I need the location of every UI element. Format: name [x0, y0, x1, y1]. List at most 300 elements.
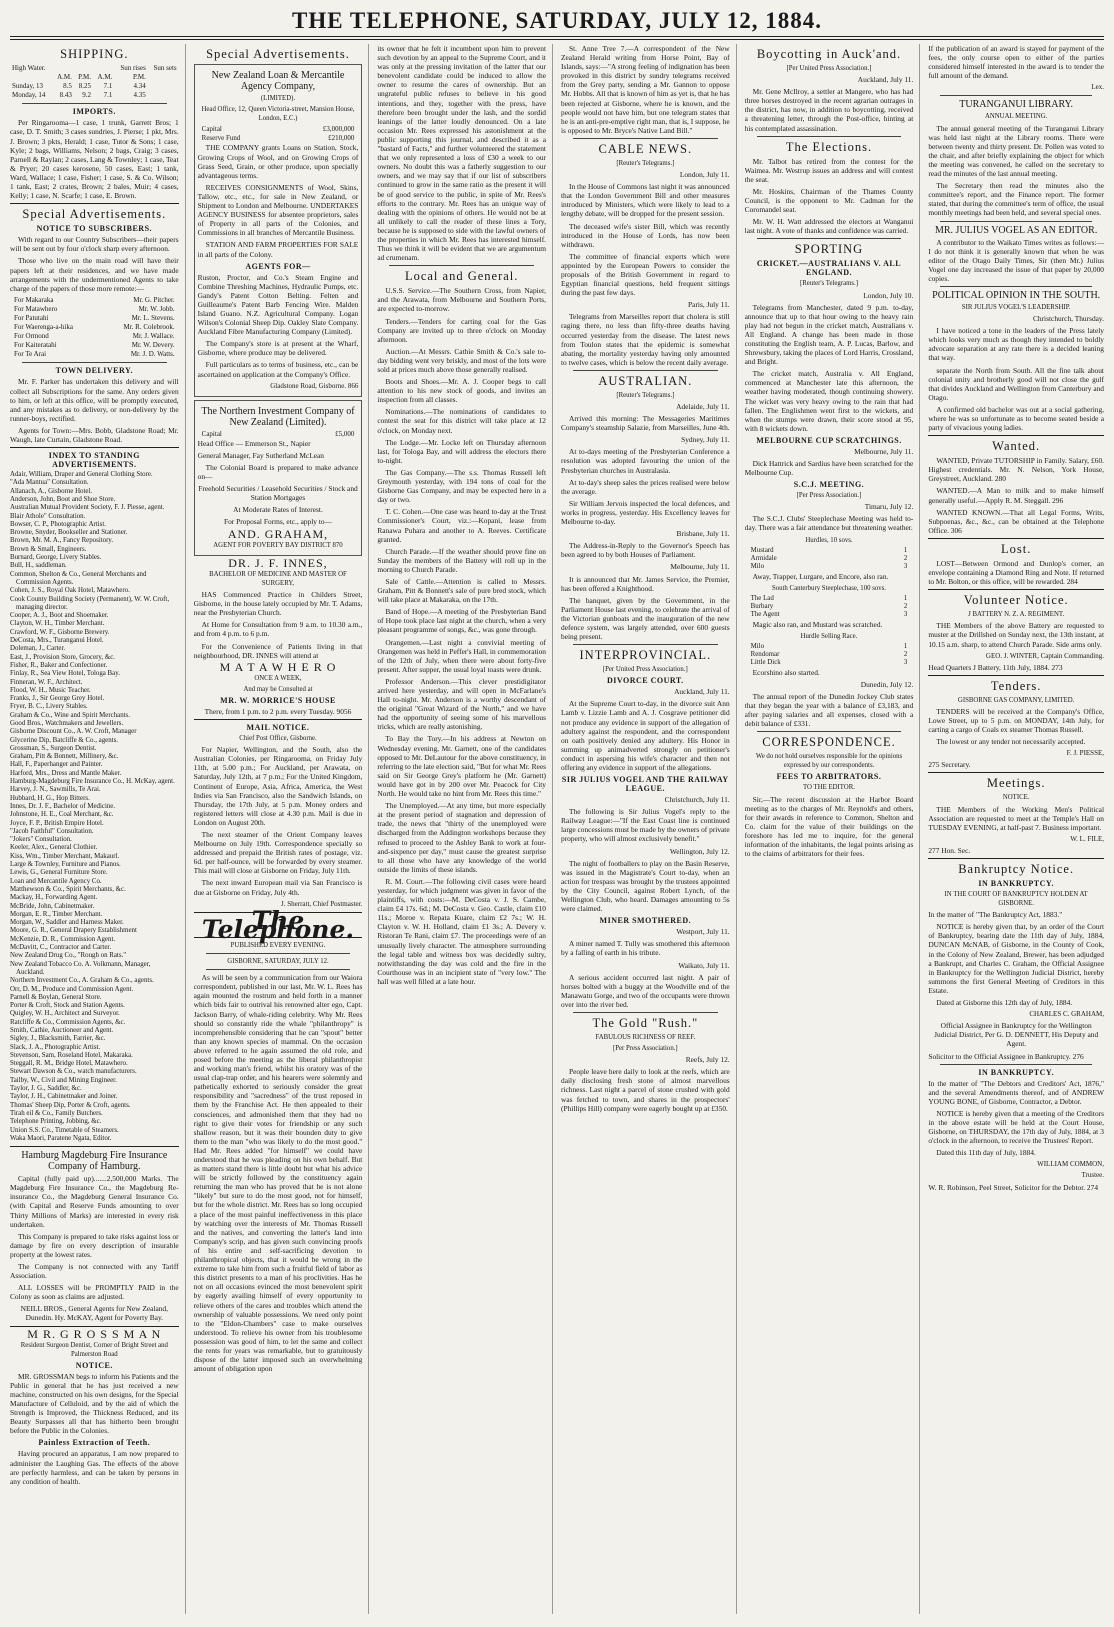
divider [573, 138, 718, 139]
column-3 [377, 44, 553, 1614]
hamburg-heading: Hamburg Magdeburg Fire Insurance Company of Hamburg. [21, 1150, 168, 1173]
northern-rates: At Moderate Rates of Interest. [233, 505, 323, 515]
paragraph: Mr. W. H. Watt addressed the electors at Wanganui last night. A vote of thanks and confidence was carried. [744, 217, 914, 236]
bankruptcy-1-heading: IN BANKRUPTCY. [978, 879, 1054, 888]
editorial-text: As will be seen by a communication from our Waiora correspondent, published in our last, Mr. W. L. Rees has again mounted the rostrum and held forth in a manner which bids fair to outrival his renowned alter ego, Capt. Jackson Barry, of whale-riding celebrity. Why Mr. Rees should so constantly ride the whale "philanthropy" is incomprehensible considering that he can "spout" better than any known species of mammal. On the occasion above referred to he again assumed the old role, and posed before the meeting as the liberal philanthropist and working man's friend, whilst his oratory was of the usual clap-trap order, and his hearers were solemnly and pathetically exhorted to seriously consider the great responsibility and "sacredness" of the trust reposed in them by the Franchise Act. He then appealed to their consciences, and admonished them that they had no right to give their votes for friendship or any such shallow reason, but it was their bounden duty to give them to the man "who was likely to do the most good." Had Mr. Rees added "for himself" we could have understood that he was pleading on his own behalf. But as matters stand there is little doubt but what his advice will be strictly followed by the constituency again returning the man who has proved that he is not alone "likely" but sure to do the most good, not for himself, but for the whole district. Mr. Rees has so long occupied a place of the most painful ineffectiveness in this place by watching over the interests of Mr. Thomas Russell and the natives, and converting the latter's land into Company's scrip, and has given such convincing proofs of his entire and self-sacrificing devotion to philanthropical objects, that it would be wrong in the extreme to take him from such a fruitful field of labor as this district presents to a man of his proclivities. Has he not on all occasions evinced the most benevolent spirit by eagerly availing himself of every opportunity to relieve others of the cares and troubles which attend the ownership of valuable possessions. We need only point to the "Eldon-Chambers" case to make ourselves understood. To relieve his owner from his troublesome possession was good of him, to let the same and collect the rents for years was remarkable, but to gratuitously dispose of the latter imposed such an overwhelming amount of obligation upon [193, 973, 363, 1374]
index-item: Union S.S. Co., Timetable of Steamers. [10, 1126, 119, 1134]
library-heading: TURANGANUI LIBRARY. [959, 99, 1074, 111]
column-5 [745, 44, 921, 1614]
masthead-rule [10, 36, 1104, 40]
index-item: Keeler, Alex., General Clothier. [10, 844, 98, 852]
grossman-text: MR. GROSSMAN begs to inform his Patients and the Public in general that he has just received a new machine, constructed on his own designs, for the Special Manufacture of Celluloid, and by the aid of which the Strength is Improved, the Thickness Reduced, and its Beauty Surpasses all that has hitherto been brought before the Public in the Colonies. [10, 1371, 179, 1436]
divider [757, 731, 902, 732]
innes-sub: BACHELOR OF MEDICINE AND MASTER OF SURGERY, [209, 570, 347, 587]
cricket-heading: CRICKET.—AUSTRALIANS V. ALL ENGLAND. [756, 259, 902, 278]
special-ads-heading: Special Advertisements. [22, 207, 167, 222]
aus-brisbane: The Address-in-Reply to the Governor's Speech has been agreed to by both Houses of Parliament. [561, 541, 730, 560]
result-row: Little Dick 3 [750, 659, 908, 667]
index-item: Slack, J. A., Photographic Artist. [10, 1043, 101, 1051]
imports-heading: IMPORTS. [72, 107, 116, 117]
innes-heading: DR. J. F. INNES, [228, 555, 328, 570]
grossman-painless: Painless Extraction of Teeth. [38, 1438, 151, 1448]
index-list [10, 471, 179, 1143]
scj-heading: S.C.J. MEETING. [793, 480, 865, 490]
index-item: Clayton, W. H., Timber Merchant. [10, 620, 105, 628]
wellington-dateline: Wellington, July 12. [669, 846, 730, 856]
telephone-published: PUBLISHED EVERY EVENING. [230, 941, 326, 949]
index-item: Innes, Dr. J. F., Bachelor of Medicine. [10, 802, 116, 810]
cricket-text: Telegrams from Manchester, dated 9 p.m. to-day, announce that up to that hour owing to the heavy rain play had not begun in the cricket match, Australians v. All England. A change has been made in those constituting the English team, A. P. Lucas, Barlow, and Shrewsbury, taking the places of Lord Harris, Crossland, and Bright. [744, 302, 914, 367]
tide-header-sunset: Sun sets [153, 64, 177, 72]
index-item: Cohen, J. S., Royal Oak Hotel, Matawhero. [10, 587, 130, 595]
agent-list [10, 296, 179, 360]
index-item: Porter & Croft, Stock and Station Agents. [10, 1002, 125, 1010]
political-text: I have noticed a tone in the leaders of the Press lately which looks very much as though they intended to boldly advocate separation at any rate there is a decided leaning that way. [928, 326, 1104, 363]
tide-header-label: High Water. [12, 64, 46, 72]
scj-sub: [Per Press Association.] [796, 492, 862, 500]
agent-row: For Ormond Mr. J. Wallace. [14, 332, 175, 341]
index-item: DeCosta, Mrs., Turanganui Hotel. [10, 637, 104, 645]
local-news-item: U.S.S. Service.—The Southern Cross, from Napier, and the Arawata, from Melbourne and Southern Ports, are expected to-morrow. [377, 286, 546, 314]
bankruptcy-2-matter: In the matter of "The Debtors and Creditors' Act, 1876," and the several Amendments thereof, and of ANDREW YOUNG BONE, of Gisborne, Contractor, a Debtor. [928, 1078, 1104, 1106]
cricket-text: The cricket match, Australia v. All England, commenced at Manchester late this afternoon, the weather having moderated, though continuing showery. The wicket was very heavy owing to the rain that had fallen. The Englishmen went first to the wickets, and when the stumps were drawn, their score stood at 95, with 8 wickets down. [744, 369, 914, 433]
race-results [745, 595, 914, 620]
index-item: Grossman, S., Surgeon Dentist. [10, 744, 97, 752]
index-item: Bull, H., saddleman. [10, 562, 67, 570]
index-item: Waka Maori, Paratene Ngata, Editor. [10, 1134, 112, 1142]
bankruptcy-heading: Bankruptcy Notice. [958, 862, 1075, 876]
bankruptcy-2-date: Dated this 11th day of July, 1884. [936, 1148, 1036, 1158]
cricket-dateline: London, July 10. [863, 290, 914, 300]
index-item: Lewis, G., General Furniture Store. [10, 869, 108, 877]
bankruptcy-1-sub: IN THE COURT OF BANKRUPTCY HOLDEN AT GISBORNE. [944, 891, 1088, 908]
index-item: Thomas' Sheep Dip, Porter & Croft, agents. [10, 1101, 131, 1109]
innes-once: ONCE A WEEK, [254, 674, 302, 682]
grossman-notice: NOTICE. [75, 1360, 113, 1370]
tenders-sub: GISBORNE GAS COMPANY, LIMITED. [957, 696, 1075, 704]
miner-dateline: Westport, July 11. [676, 927, 730, 937]
northern-capital: Capital £5,000 [201, 429, 355, 438]
divider [10, 203, 179, 204]
bankruptcy-2-signature: WILLIAM COMMON, [1037, 1160, 1104, 1169]
tide-row [10, 91, 179, 100]
mail-heading: MAIL NOTICE. [246, 723, 310, 733]
index-item: Blair Athole" Consultation. [10, 512, 86, 520]
index-item: "Jacob Faithful" Consultation. [10, 827, 94, 835]
divorce-heading: DIVORCE COURT. [607, 676, 684, 686]
local-news-item: Nominations.—The nominations of candidates to contest the seat for this district will take place at 12 o'clock, on Monday next. [377, 407, 546, 435]
wanted-item: WANTED KNOWN.—That all Legal Forms, Writs, Subpoenas, &c., &c., can be obtained at the Telephone Office. 306 [928, 507, 1104, 535]
divider [757, 136, 902, 137]
tenders-text: The lowest or any tender not necessarily accepted. [936, 737, 1086, 747]
agent-row: For Matawhero Mr. W. Jobb. [14, 304, 175, 313]
divider [389, 265, 534, 266]
local-news-item: Auction.—At Messrs. Cathie Smith & Co.'s sale to-day bidding went very briskly, and most of the lots were sold at prices much above those generally realised. [377, 346, 546, 374]
divider [940, 1064, 1092, 1065]
nz-loan-heading: New Zealand Loan & Mercantile Agency Company, [211, 70, 345, 92]
gold-rush-heading: The Gold "Rush." [592, 1015, 699, 1030]
local-news-item: Boots and Shoes.—Mr. A. J. Cooper begs to call attention to his new stock of goods, and invites an inspection from all classes. [377, 377, 546, 405]
innes-text: For the Convenience of Patients living in that neighbourhood, DR. INNES will attend at [193, 641, 363, 660]
tenders-secretary: 275 Secretary. [928, 760, 971, 770]
index-item: Harvey, J. N., Sawmills, Te Arai. [10, 786, 101, 794]
local-news-item: Professor Anderson.—This clever prestidigitator arrived here yesterday, and will open in McFarlane's Hall to-night. Mr. Anderson is a worthy descendant of the original "Great Wizard of the North," and we have had the opportunity of seeing some of his marvellous tricks, which are really astonishing. [377, 676, 546, 732]
innes-house: MR. W. MORRICE'S HOUSE [220, 695, 336, 705]
tide-unit: P.M. [78, 73, 92, 82]
divider [194, 719, 363, 720]
index-item: Bowser, C. P., Photographic Artist. [10, 520, 107, 528]
northern-list: Freehold Securities / Leasehold Securities / Stock and Station Mortgages [198, 484, 358, 503]
index-item: New Zealand Drug Co., "Rough on Rats." [10, 952, 127, 960]
local-news-item: The Gas Company.—The s.s. Thomas Russell left Greymouth yesterday, with 194 tons of coal for the Gisborne Gas Company, and may be expected here in a day or two. [377, 467, 546, 505]
dunedin-text: The annual report of the Dunedin Jockey Club states that they began the year with a balance of £3,183, and after paying salaries and all expenses, closed with a debit balance of £331. [744, 691, 914, 729]
fees-text: Sir,—The recent discussion at the Harbor Board meeting as to the charges of Mr. Reynold's and others, for their awards in reference to Common, Shelton and Co. claim for the value of their buildings on the foreshore has led me to inquire, for the general information of the inhabitants, the legal points arising as to the claims of arbitrators for their fees. [744, 794, 914, 859]
paragraph: In the House of Commons last night it was announced that the London Government Bill and other measures introduced by Ministers, which were likely to lead to a lengthy debate, will be dropped for the present session. [561, 182, 730, 219]
scj-text: The S.C.J. Clubs' Steeplechase Meeting was held to-day. There was a fair attendance but threatening weather. [744, 514, 914, 533]
tide-unit: A.M. [57, 73, 72, 82]
tide-val: 4.35 [133, 91, 146, 100]
agent-row: For Waerenga-a-hika Mr. R. Colebrook. [14, 323, 175, 332]
divider [928, 772, 1104, 773]
divider [206, 969, 351, 970]
cable-dateline: Paris, July 11. [688, 300, 730, 310]
vogel-heading: SIR JULIUS VOGEL AND THE RAILWAY LEAGUE. [561, 775, 729, 794]
hamburg-agents: NEILL BROS., General Agents for New Zealand, Dunedin. Hy. McKAY, Agent for Poverty Bay. [20, 1304, 168, 1323]
agent-row: For Makaraka Mr. G. Pitcher. [14, 295, 175, 304]
innes-consult: And may be Consulted at [243, 685, 313, 693]
hamburg-text: ALL LOSSES will be PROMPTLY PAID in the Colony as soon as claims are adjusted. [10, 1283, 179, 1302]
divider [10, 1146, 179, 1147]
local-continued: St. Anne Tree 7.—A correspondent of the New Zealand Herald writing from Horse Point, Bay of Islands, says:—"A strong feeling of indignation has been provoked in this district by sundry telegrams received from the Grey party, sending a Mr. Gannon to oppose Mr. Hobbs. All that is known of him as yet is, that he has been rejected at Gisborne, where he is known, and the people would not have him, but one telegram states that he is an anti-pre-emptive right man, that is, I suppose, he is opposed to Mr. Bryce's Native Land Bill." [561, 44, 730, 135]
bankruptcy-1-matter: In the matter of "The Bankruptcy Act, 1883." [928, 910, 1063, 920]
index-item: Steggall, R. M., Bridge Hotel, Matawhero. [10, 1060, 128, 1068]
volunteer-hq: Head Quarters J Battery, 11th July, 1884. 273 [928, 662, 1063, 672]
correspondence-heading: CORRESPONDENCE. [762, 735, 896, 750]
mail-text: The next inward European mail via San Francisco is due at Gisborne on Friday, July 4th. [193, 878, 363, 897]
town-delivery-text: Mr. F. Parker has undertaken this delivery and will collect all Subscriptions for the same. Any orders given to him, or left at this office, will be promptly executed, and any mistakes as to delivery, or non-delivery by the runner-boys, rectified. [10, 377, 179, 423]
index-item: "Ada Mantua" Consultation. [10, 479, 89, 487]
divider [10, 447, 179, 448]
divider [573, 644, 718, 645]
index-item: Browne, Snyder, Bookseller and Stationer. [10, 529, 128, 537]
innes-text: HAS Commenced Practice in Childers Street, Gisborne, in the house lately occupied by Mr. T. Adams, near the Presbyterian Church. [193, 590, 363, 618]
special-ads-heading: Special Advertisements. [206, 47, 350, 61]
index-item: Morgan, E. R., Timber Merchant. [10, 910, 103, 918]
index-item: Doleman, J., Carter. [10, 645, 66, 653]
northern-office: Head Office — Emmerson St., Napier [197, 438, 311, 448]
elections-heading: The Elections. [785, 139, 873, 154]
race-results [745, 547, 914, 572]
political-heading: POLITICAL OPINION IN THE SOUTH. [932, 289, 1101, 301]
index-item: Adair, William, Draper and General Clothing Store. [10, 471, 153, 479]
paragraph: Mr. Hoskins, Chairman of the Thames County Council, is the opponent to Mr. Cadman for the Coromandel seat. [744, 186, 914, 215]
tide-val: 8.25 [78, 82, 92, 91]
index-item: Orr, D. M., Produce and Commission Agent. [10, 985, 134, 993]
divider [206, 953, 351, 954]
meetings-text: THE Members of the Working Men's Political Association are requested to meet at the Temple's Hall on TUESDAY EVENING, at half-past 7. Business important. [928, 804, 1104, 832]
column-1 [10, 44, 186, 1614]
column-4 [561, 44, 737, 1614]
tide-val: 9.2 [82, 91, 92, 100]
political-dateline: Christchurch, Thursday. [1032, 314, 1104, 324]
index-item: Finneran, W. F., Architect. [10, 678, 83, 686]
index-item: Crawford, W. F., Gisborne Brewery. [10, 628, 110, 636]
notice-subscribers-heading: NOTICE TO SUBSCRIBERS. [36, 224, 153, 234]
political-text: separate the North from South. All the fine talk about colonial unity and brotherly good will not close the gulf that divides Auckland and Wellington from Canterbury and Otago. [928, 365, 1104, 402]
result-row: Milo 1 [750, 642, 908, 650]
steeple-note: Magic also ran, and Mustard was scratched. [752, 619, 883, 629]
local-news-item: Tenders.—Tenders for carting coal for the Gas Company are invited up to three o'clock on Monday afternoon. [377, 316, 546, 344]
index-item: Loan and Mercantile Agency Co. [10, 877, 102, 885]
steeple-heading: South Canterbury Steeplechase, 100 sovs. [771, 584, 886, 592]
nz-loan-text: RECEIVES CONSIGNMENTS of Wool, Skins, Tallow, etc., etc., for sale in New Zealand, or Shipment to London and Melbourne. UNDERTAKES AGENCY BUSINESS for absentee proprietors, sales of Property in all parts of the Colonies, and Commissions in all branches of Mercantile Business. [197, 182, 359, 238]
innes-time: There, from 1 p.m. to 2 p.m. every Tuesday. 9056 [204, 706, 352, 716]
library-sub: ANNUAL MEETING. [984, 113, 1048, 121]
index-item: Hall, F., Paperhanger and Painter. [10, 761, 103, 769]
paragraph: The banquet, given by the Government, in the Parliament House last evening, to celebrate the arrival of the Victorian gunboats and the inauguration of the new defence system, was largely attended, over 600 guests being present. [561, 595, 730, 642]
hurdle-selling-heading: Hurdle Selling Race. [800, 632, 858, 640]
fees-heading: FEES TO ARBITRATORS. [776, 772, 882, 782]
result-row: Milo 3 [750, 563, 908, 571]
elections-text [745, 157, 914, 236]
notice-subscribers-text: With regard to our Country Subscribers—their papers will be sent out by four o'clock sharp every afternoon. [10, 235, 179, 254]
arbitrators-continued: If the publication of an award is stayed for payment of the fees, the only course open to either of the parties considered himself interested in the award is to tender the full amount of the demand. [928, 44, 1104, 81]
local-news-item: Band of Hope.—A meeting of the Presbyterian Band of Hope took place last night at the church, when a very pleasant programme of songs, &c., was gone through. [377, 607, 546, 635]
gold-press: [Per Press Association.] [612, 1045, 678, 1053]
index-item: Graham & Co., Wine and Spirit Merchants. [10, 711, 130, 719]
northern-forms: For Proposal Forms, etc., apply to— [224, 517, 332, 527]
wellington-text: The night of footballers to play on the Basin Reserve, was issued in the Magistrate's Court to-day, when an action for trespass was brought by the trustees appointed by the City Council, against Robert Lynch, of the Wellington Club, who heard. Damages amounting to 5s were claimed. [561, 858, 730, 914]
vogel-editor-text: A contributor to the Waikato Times writes as follows:—I do not think it is generally known that when he was editor of the Otago Daily Times, Sir (then Mr.) Julius Vogel one day increased the issue of that paper by 20,000 copies. [928, 237, 1104, 283]
local-news-item: The Unemployed.—At any time, but more especially at the present period of stagnation and depression of trade, the news that "thirty of the unemployed were discharged from the Addington workshops because they refused to proceed to the Ashley Bank to work at four-and-sixpence per day," must cause the greatest surprise to all those who have any knowledge of the world outside the limits of these islands. [377, 801, 546, 874]
northern-text: The Colonial Board is prepared to make advance on— [197, 463, 359, 482]
bankruptcy-2-text: NOTICE is hereby given that a meeting of the Creditors in the above estate will be held at the Court House, Gisborne, on THURSDAY, the 17th day of July, 1884, at 3 o'clock in the afternoon, to receive the Trustees' Report. [928, 1108, 1104, 1146]
tide-header-sunrise: Sun rises [120, 64, 146, 72]
capital-row: Capital £3,000,000 [201, 125, 355, 134]
result-row: Rendomar 2 [750, 651, 908, 659]
imports-text: Per Ringarooma—1 case, 1 trunk, Garrett Bros; 1 case, D. T. Smith; 3 cases sundries, J. Pierse; 1 pkt, Mrs. J. Brown; 3 pkts, Herald; 1 case, Tutor & Sons; 1 case, Kyle; 2 bags, Williams, Nelson; 2 bags, Craig; 3 cases, Parnell & Raylan; 2 cases, Lang & Townley; 1 case, Teat & Pryer; 20 cases kerosene, 50 cases, East; 1 tank, Ward, Wallace; 1 case, Fisher; 1 case, S. & Co. Wilson; 1 tank, East; 2 crates, Brown; 2 bales, Muir; 4 cases, Kelly; 1 case, N. Scarfe; 1 case, E. Brown. [10, 118, 179, 201]
northern-manager: General Manager, Fay Sutherland McLean [197, 450, 324, 460]
mail-text: The next steamer of the Orient Company leaves Melbourne on July 19th. Correspondence specially so addressed and prepaid the British rates of postage, viz. 6d. per half-ounce, will be forwarded by every steamer. This mail will close at Gisborne on Friday, July 11th. [193, 830, 363, 876]
race-results [745, 643, 914, 668]
lex-signature: Lex. [1091, 83, 1104, 92]
tide-val: 8.43 [59, 91, 72, 100]
index-item: Mackay, H., Forwarding Agent. [10, 894, 98, 902]
dunedin-dateline: Dunedin, July 12. [860, 679, 914, 689]
miner-heading: MINER SMOTHERED. [599, 916, 692, 926]
tide-unit: A.M. [97, 73, 113, 82]
innes-hours: At Home for Consultation from 9 a.m. to 10.30 a.m., and from 4 p.m. to 6 p.m. [193, 620, 363, 639]
index-item: Hubbard, H. G., Hop Bitters. [10, 794, 90, 802]
index-item: Telephone Printing, Jobbing, &c. [10, 1118, 102, 1126]
town-delivery-heading: TOWN DELIVERY. [55, 366, 134, 376]
result-row: The Agent 3 [750, 611, 908, 619]
local-general-heading: Local and General. [404, 269, 519, 284]
nz-loan-ad [194, 64, 363, 397]
nz-loan-text: THE COMPANY grants Loans on Station, Stock, Growing Crops of Wool, and on Growing Crops of Grass Seed, Grain, or other produce, upon specially advantageous terms. [197, 143, 359, 180]
cable-dateline: London, July 11. [679, 170, 730, 180]
index-item: Parnell & Boylan, General Store. [10, 993, 102, 1001]
index-item: Taylor, J. G., Saddler, &c. [10, 1085, 82, 1093]
mail-office: Chief Post Office, Gisborne. [239, 735, 317, 743]
index-item: Tailby, W., Civil and Mining Engineer. [10, 1076, 117, 1084]
divorce-text: At the Supreme Court to-day, in the divorce suit Ann Lamb v. Lizzie Lamb and A. J. Cosgrave petitioner did not produce any evidence in support of the allegation of adultery against the respondent, and the correspondent on oath positively denied any adultery. His Honor in summing up animadverted strongly on petitioner's conduct in aspersing his wife's character and then not offering any evidence in support of the allegations. [561, 699, 730, 772]
scj-dateline: Timaru, July 12. [864, 502, 914, 512]
index-item: Brown, Mr. M. A., Fancy Repository. [10, 537, 114, 545]
volunteer-sub: J BATTERY N. Z. A. REGIMENT. [968, 611, 1065, 619]
index-item: Stewart Dawson & Co., watch manufacturers. [10, 1068, 137, 1076]
melbourne-cup-dateline: Melbourne, July 11. [854, 446, 914, 456]
nz-loan-text: STATION AND FARM PROPERTIES FOR SALE in all parts of the Colony. [197, 240, 359, 259]
miner-text: A miner named T. Tully was smothered this afternoon by a falling of earth in his tribute. [561, 939, 730, 958]
index-item: Moore, G. R., General Drapery Establishment [10, 927, 137, 935]
innes-place: M A T A W H E R O [219, 659, 337, 674]
bankruptcy-1-text: NOTICE is hereby given that, by an order of the Court of Bankruptcy, bearing date the 11th day of July, 1884, DUNCAN McNAB, of Gisborne, in the County of Cook, in the Colony of New Zealand, Brewer, has been adjudged a Bankrupt, and Charles C. Graham, the Official Assignee in Bankruptcy for the Wellington Judicial District, hereby summons the first General Meeting of Creditors in this Estate. [928, 922, 1104, 995]
town-agents: Agents for Town:—Mrs. Bobb, Gladstone Road; Mr. Waugh, late Curtain, Gladstone Road. [10, 425, 179, 444]
hurdles-note: Away, Trapper, Lurgare, and Encore, also ran. [752, 571, 889, 581]
divorce-dateline: Auckland, July 11. [674, 687, 730, 697]
tide-val: 7.1 [103, 82, 113, 91]
agent-row: For Kaiteratahi Mr. W. Devery. [14, 341, 175, 350]
divider [928, 675, 1104, 676]
tenders-heading: Tenders. [990, 678, 1042, 693]
grossman-text: Having procured an apparatus, I am now prepared to administer the Laughing Gas. The effects of the above are perfectly harmless, and can be taken by persons in any condition of health. [10, 1449, 179, 1486]
divider [940, 221, 1092, 222]
aus-sydney [561, 447, 730, 526]
index-item: Glycerine Dip, Batcliffe & Co., agents. [10, 736, 118, 744]
divider [573, 370, 718, 371]
grossman-heading: M R. G R O S S M A N [27, 1326, 162, 1341]
index-item: Franks, J., Sir George Grey Hotel. [10, 695, 105, 703]
meetings-signature: W. L. FILE, [1070, 834, 1104, 843]
paragraph: Sir William Jervois inspected the local defences, and works in progress, yesterday. His Excellency leaves for Melbourne to-day. [561, 498, 730, 527]
index-heading: INDEX TO STANDING ADVERTISEMENTS. [48, 451, 140, 470]
index-item: Stevenson, Sam, Roseland Hotel, Makaraka. [10, 1051, 133, 1059]
northern-agent-sub: AGENT FOR POVERTY BAY DISTRICT 870 [213, 541, 343, 549]
bankruptcy-1-date: Dated at Gisborne this 12th day of July, 1884. [936, 998, 1073, 1008]
mail-text: For Napier, Wellington, and the South, also the Australian Colonies, per Ringarooma, on Friday July 11th, at 5.00 p.m.; For Auckland, per Arawata, on Saturday, July 12th, at 7 p.m.; For the United Kingdom, Continent of Europe, Asia, Africa, America, the West Indies via San Francisco, also the Sandwich Islands, on Thursday, the 17th July, at 5 p.m. Money orders and registered letters will close at 4.30 p.m. Mail is due in London on August 20th. [193, 745, 363, 827]
result-row: The Lad 1 [750, 594, 908, 602]
correspondence-note: We do not hold ourselves responsible for the opinions expressed by our correspondents. [755, 753, 903, 770]
reserve-row: Reserve Fund £210,000 [201, 134, 355, 143]
index-item: McDavitt, C., Contractor and Carter. [10, 944, 112, 952]
index-item: "Jokers" Consultation. [10, 836, 72, 844]
bankruptcy-2-heading: IN BANKRUPTCY. [978, 1067, 1054, 1077]
boycott-dateline: Auckland, July 11. [857, 75, 914, 85]
index-item: Tirah eil & Co., Family Butchers. [10, 1109, 103, 1117]
tide-row [10, 82, 179, 91]
cricket-sub: [Reuter's Telegrams.] [799, 280, 858, 288]
boycott-sub: [Per United Press Association.] [786, 65, 872, 72]
index-item: Brown & Small, Engineers. [10, 545, 87, 553]
index-item: Cooper, A. J., Boot and Shoemaker. [10, 612, 109, 620]
paragraph: The committee of financial experts which were appointed by the European Powers to consider the proposals of the British Government in regard to Egyptian financial questions, held frequent sittings during the past few days. [561, 251, 730, 298]
tide-val: 7.1 [103, 91, 113, 100]
index-item: Ratcliffe & Co., Commission Agents, &c. [10, 1018, 126, 1026]
cable-sub: [Reuter's Telegrams.] [616, 159, 675, 167]
vogel-text: The following is Sir Julius Vogel's reply to the Railway League:—"If the East Coast line is continued large concessions must be made by the owners of private property, who will almost exclusively benefit." [561, 807, 730, 844]
index-item: Graham, Pitt & Bonnett, Millinery, &c. [10, 753, 119, 761]
library-text: The Secretary then read the minutes also the committee's report, and the Finance report. The former stated, that during the committee's term of office, the usual monthly meetings had been held, and several special ones. [928, 181, 1104, 218]
lost-heading: Lost. [1000, 541, 1032, 556]
index-item: Morgan, W., Saddler and Harness Maker. [10, 919, 124, 927]
hamburg-text: Capital (fully paid up).......2,500,000 Marks. The Magdeburg Fire Insurance Co., the Magdeburg Re-insurance Co., the Magdeburg General Insurance Co. (with Capital and Reserve Funds amounting to over Thirty Millions of Marks) are interested in every risk undertaken. [10, 1174, 179, 1229]
tide-val: 4.34 [133, 82, 146, 91]
nz-loan-agents: Ruston, Proctor, and Co.'s Steam Engine and Combine Threshing Machines, Hydraulic Pumps, etc. Gandy's Patent Cotton Belting. Felten and Guilleaume's Patent Barb Fencing Wire. Malden Island Guano. N.Z. Agricultural Company. Logan Wilson's Colonial Sheep Dip. Oakley Slate Company. Auckland Fibre Manufacturing Company (Limited). [197, 272, 359, 337]
meetings-secretary: 277 Hon. Sec. [928, 845, 971, 855]
aus-dateline: Brisbane, July 11. [676, 529, 730, 539]
local-news-item: To Bay the Tory.—In his address at Newton on Wednesday evening, Mr. Garnett, one of the candidates opposed to Mr. DeLautour for the above constituency, in referring to the late election said, "But for what Mr. Rees said on Sir George Grey's platform he (Mr. Garnett) would have got in by 200 over Mr. Peacock for City North. He would take no hint from Mr. Rees this time." [377, 734, 546, 799]
result-row: Mustard 1 [750, 546, 908, 554]
index-item: Matthewson & Co., Spirit Merchants, &c. [10, 885, 126, 893]
index-item: Allanach, A., Gisborne Hotel. [10, 487, 93, 495]
paragraph: The deceased wife's sister Bill, which was recently introduced in the House of Lords, has now been withdrawn. [561, 221, 730, 249]
interprovincial-sub: [Per United Press Association.] [602, 666, 688, 674]
boycott-heading: Boycotting in Auck'and. [756, 47, 902, 61]
australian-sub: [Reuter's Telegrams.] [616, 391, 675, 399]
hurdle-selling-note: Ecorshino also started. [752, 667, 820, 677]
shipping-heading: SHIPPING. [60, 47, 129, 61]
local-news-list [377, 286, 546, 986]
bankruptcy-1-signature2: Official Assignee in Bankruptcy for the Wellington Judicial District, Per G. D. DENNETT, His Deputy and Agent. [934, 1021, 1099, 1049]
mail-signature: J. Sherratt, Chief Postmaster. [281, 899, 363, 908]
divider [928, 538, 1104, 539]
meetings-sub: NOTICE. [1002, 794, 1030, 802]
column-2 [194, 44, 370, 1614]
tide-unit: P.M. [132, 73, 146, 82]
volunteer-text: THE Members of the above Battery are requested to muster at the Drillshed on Sunday next, the 13th instant, at 10.15 a.m. sharp, to attend Church Parade. Side arms only. [928, 621, 1104, 649]
tide-table [10, 64, 179, 100]
index-item: Harford, Mrs., Dress and Mantle Maker. [10, 769, 122, 777]
aus-melbourne [561, 575, 730, 642]
divider [573, 1012, 718, 1013]
aus-dateline: Adelaide, July 11. [676, 402, 730, 411]
northern-heading: The Northern Investment Company of New Zealand (Limited). [201, 405, 355, 428]
australian-heading: AUSTRALIAN. [598, 373, 693, 388]
tenders-text: TENDERS will be received at the Company's Office, Lowe Street, up to 5 p.m. on MONDAY, 14th July, for carting a cargo of Coals ex steamer Thomas Russell. [928, 706, 1104, 735]
index-item: Quigley, W. H., Architect and Surveyor. [10, 1010, 120, 1018]
masthead: THE TELEPHONE, SATURDAY, JULY 12, 1884. [291, 8, 822, 33]
index-item: Flood, W. H., Music Teacher. [10, 686, 91, 694]
fees-to-editor: TO THE EDITOR. [803, 784, 855, 792]
index-item: Fisher, R., Baker and Confectioner. [10, 661, 108, 669]
aus-dateline: Melbourne, July 11. [670, 562, 730, 572]
cable-london [561, 182, 730, 297]
index-item: Anderson, John, Boot and Shoe Store. [10, 495, 116, 503]
index-item: Australian Mutual Provident Society, F. J. Piesse, agent. [10, 504, 165, 512]
index-item: McKenzie, D. R., Commission Agent. [10, 935, 116, 943]
volunteer-heading: Volunteer Notice. [963, 593, 1069, 608]
index-item: Kiss, Wm., Timber Merchant, Makaurl. [10, 852, 120, 860]
political-sub: SIR JULIUS VOGEL'S LEADERSHIP. [961, 303, 1071, 311]
melbourne-cup-text: Dick Hattrick and Sardius have been scratched for the Melbourne Cup. [744, 459, 914, 478]
wanted-item: WANTED.—A Man to milk and to make himself generally useful.—Apply R. M. Steggall. 296 [928, 486, 1104, 505]
vogel-editor-heading: MR. JULIUS VOGEL AS AN EDITOR. [934, 224, 1098, 236]
local-news-item: Orangemen.—Last night a convivial meeting of Orangemen was held in Peffer's Hall, in commemoration of the 12th of July, when there were about forty-five present. After supper, the usual loyal toasts were drunk. [377, 637, 546, 674]
nz-loan-office: Head Office, 12, Queen Victoria-street, Mansion House, London, E.C.) [201, 106, 355, 123]
telephone-title: The Telephone. [194, 912, 363, 938]
index-item: Joyce, F. P., British Empire Hotel. [10, 819, 104, 827]
index-item: Northern Investment Co., A. Graham & Co., agents. [10, 977, 154, 985]
nz-loan-limited: (LIMITED). [260, 95, 296, 102]
paragraph: It is announced that Mr. James Service, the Premier, has been offered a Knighthood. [561, 574, 730, 593]
result-row: Armidale 2 [750, 554, 908, 562]
bankruptcy-2-trustee: Trustee. [1081, 1171, 1104, 1180]
waikato-dateline: Waikato, July 11. [678, 960, 730, 970]
divider [940, 95, 1092, 96]
interprovincial-heading: INTERPROVINCIAL. [579, 648, 712, 663]
bachelor-text: A confirmed old bachelor was out at a social gathering, where he was so unfortunate as to become seated beside a party of vivacious young ladies. [928, 404, 1104, 433]
